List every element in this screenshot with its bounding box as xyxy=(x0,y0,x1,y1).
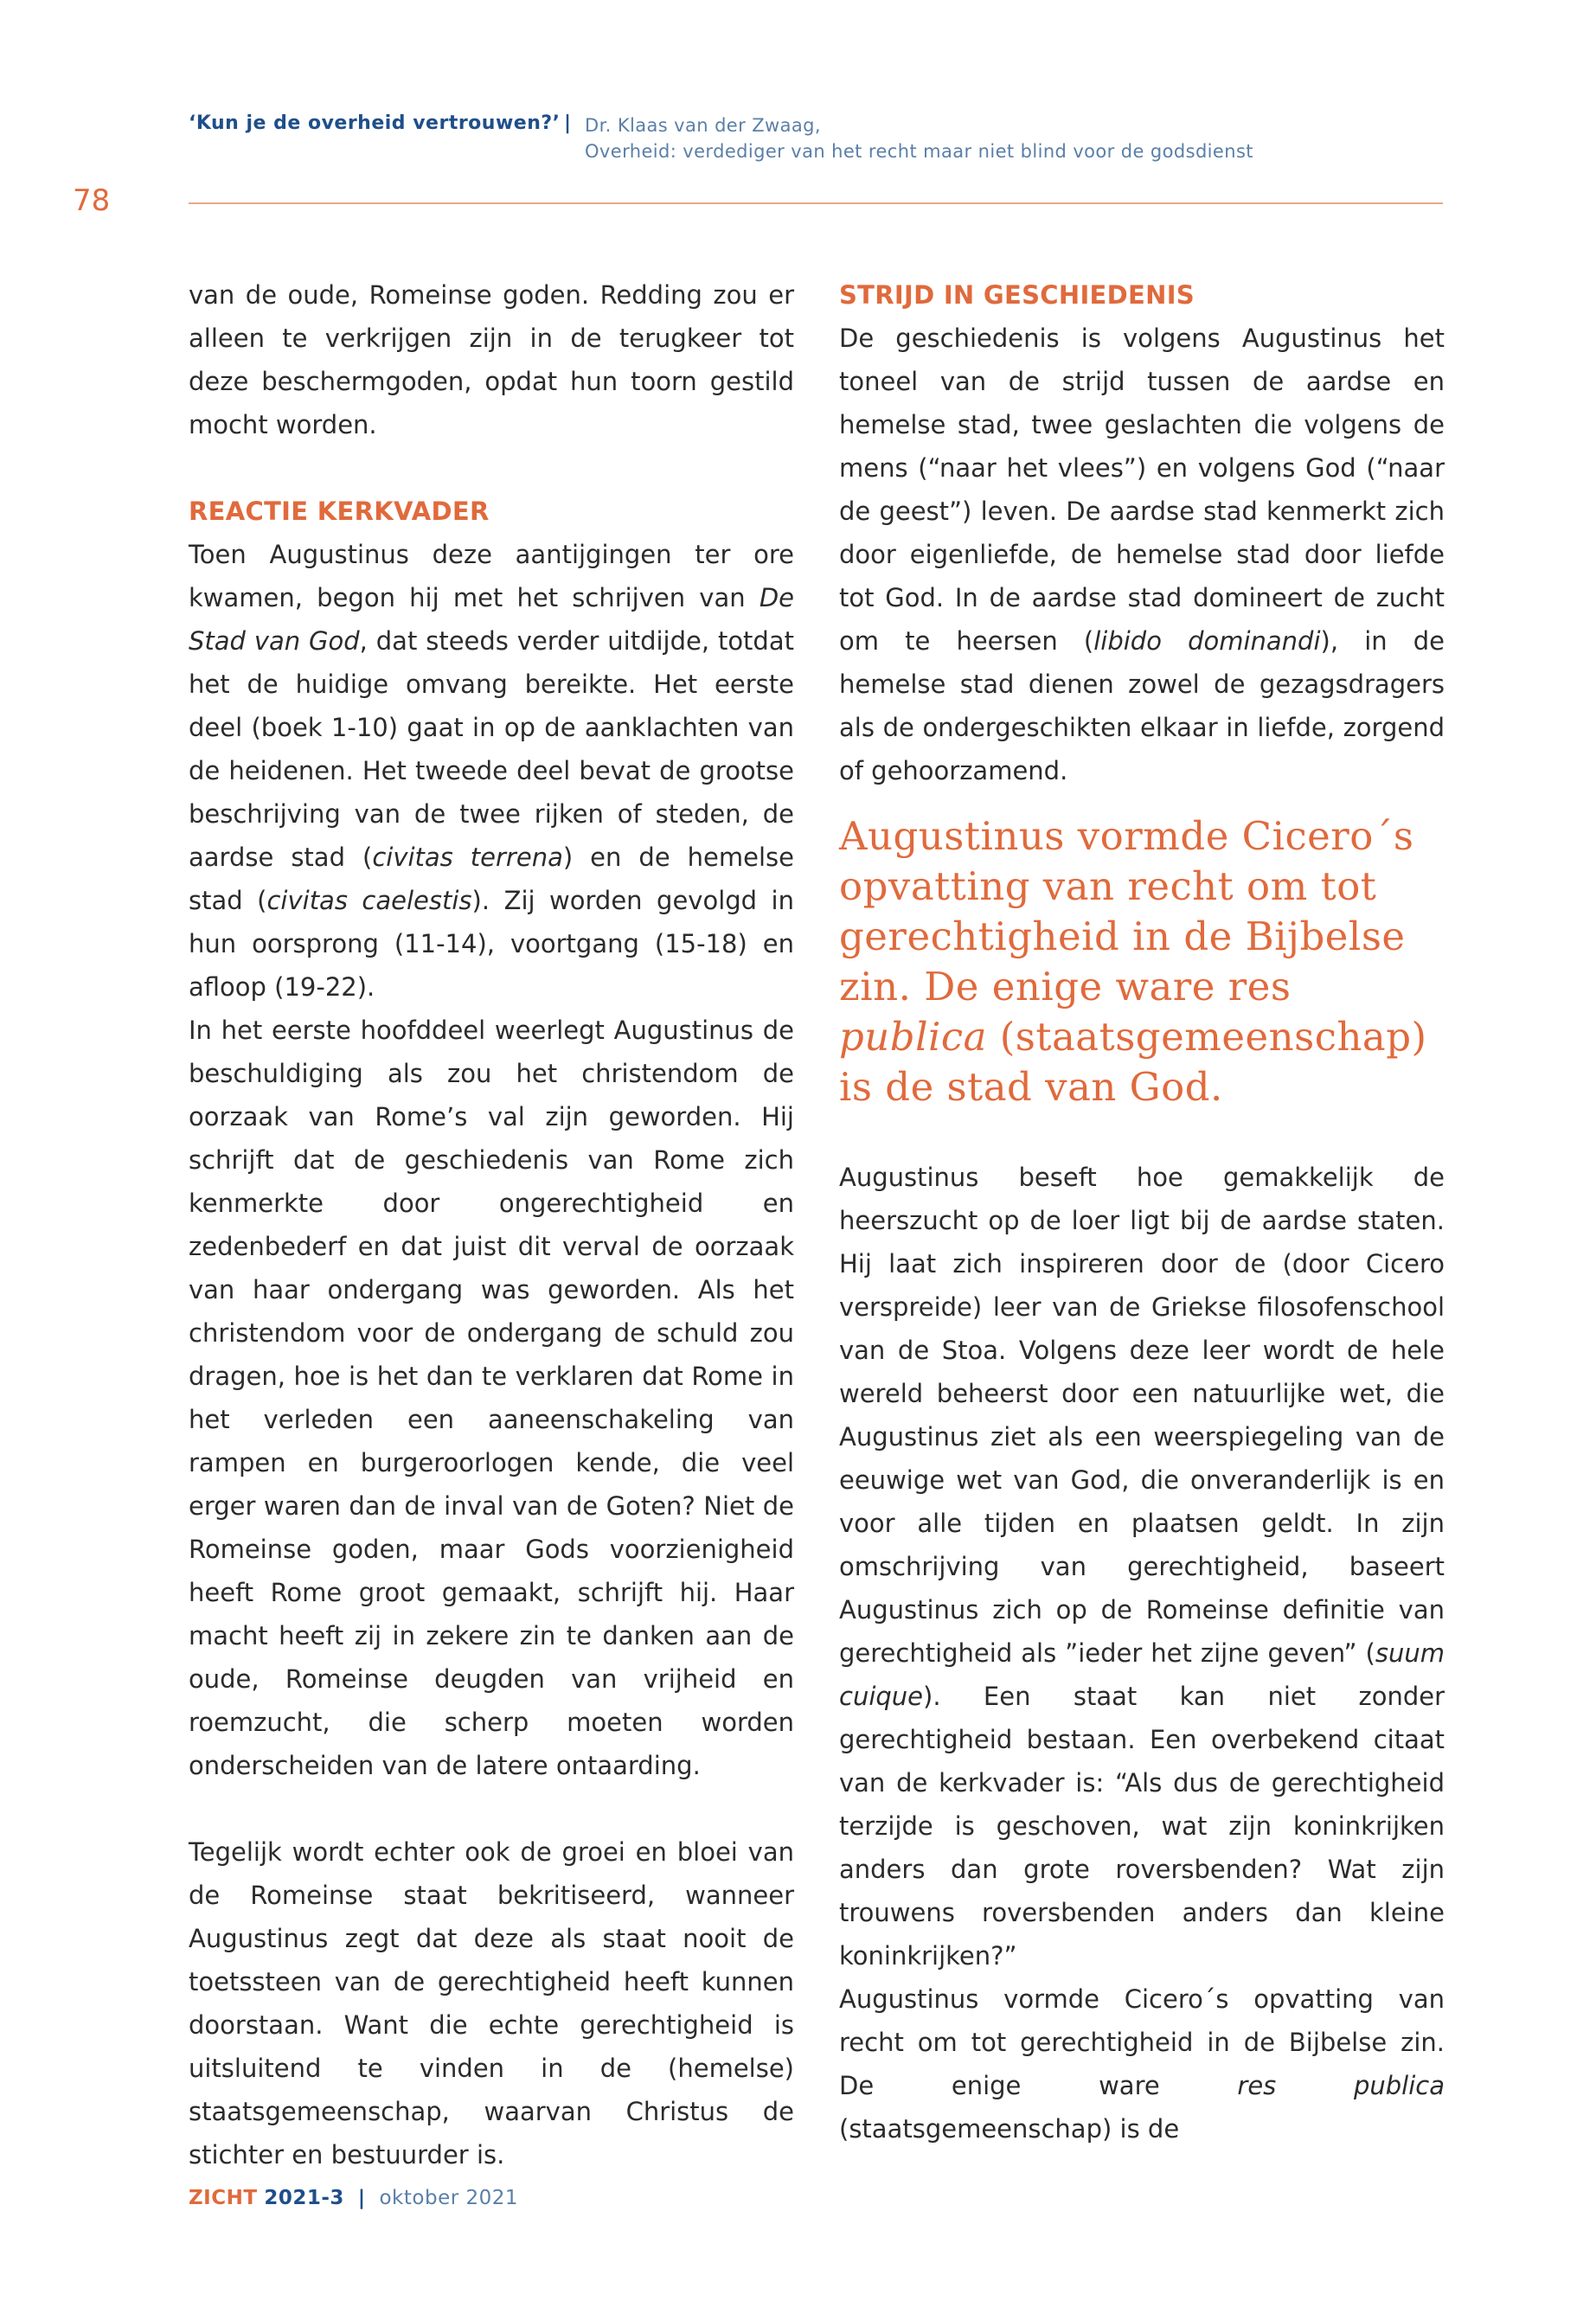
running-author xyxy=(585,112,1253,164)
author-line-1: Dr. Klaas van der Zwaag, xyxy=(585,115,821,136)
page-number: 78 xyxy=(73,183,111,218)
paragraph: Augustinus beseft hoe gemakkelijk de heerszucht op de loer ligt bij de aardse staten. Hij laat zich inspireren door de (door Cicero verspreide) leer van de Griekse filosofenschool van de Stoa. Volgens deze leer wordt de hele wereld beheerst door een natuurlijke wet, die Augustinus ziet als een weerspiegeling van de eeuwige wet van God, die onveranderlijk is en voor alle tijden en plaatsen geldt. In zijn omschrijving van gerechtigheid, baseert Augustinus zich op de Romeinse definitie van gerechtigheid als ”ieder het zijne geven” (suum cuique). Een staat kan niet zonder gerechtigheid bestaan. Een overbekend citaat van de kerkvader is: “Als dus de gerechtigheid terzijde is geschoven, wat zijn koninkrijken anders dan grote roversbenden? Wat zijn trouwens roversbenden anders dan kleine koninkrijken?” xyxy=(839,1163,1445,1971)
issue-number: 2021-3 xyxy=(264,2187,344,2209)
left-column xyxy=(189,273,794,2176)
header-separator: | xyxy=(564,112,572,134)
pull-quote: Augustinus vormde Cicero´s opvatting van recht om tot gerechtigheid in de Bijbelse zin. De enige ware res publica (staatsgemeenschap) is de stad van God. xyxy=(839,813,1427,1110)
paragraph: Toen Augustinus deze aantijgingen ter ore kwamen, begon hij met het schrijven van De Stad van God, dat steeds verder uitdijde, totdat het de huidige omvang bereikte. Het eerste deel (boek 1-10) gaat in op de aanklachten van de heidenen. Het tweede deel bevat de grootse beschrijving van de twee rijken of steden, de aardse stad (civitas terrena) en de hemelse stad (civitas caelestis). Zij worden gevolgd in hun oorsprong (11-14), voortgang (15-18) en afloop (19-22). xyxy=(189,540,794,1002)
section-heading-reactie-kerkvader: REACTIE KERKVADER xyxy=(189,497,490,526)
paragraph: In het eerste hoofddeel weerlegt Augustinus de beschuldiging als zou het christendom de oorzaak van Rome’s val zijn geworden. Hij schrijft dat de geschiedenis van Rome zich kenmerkte door ongerechtigheid en zedenbederf en dat juist dit verval de oorzaak van haar ondergang was geworden. Als het christendom voor de ondergang de schuld zou dragen, hoe is het dan te verklaren dat Rome in het verleden een aaneenschakeling van rampen en burgeroorlogen kende, die veel erger waren dan de inval van de Goten? Niet de Romeinse goden, maar Gods voorzienigheid heeft Rome groot gemaakt, schrijft hij. Haar macht heeft zij in zekere zin te danken aan de oude, Romeinse deugden van vrijheid en roemzucht, die scherp moeten worden onderscheiden van de latere ontaarding. xyxy=(189,1016,794,1780)
paragraph: Augustinus vormde Cicero´s opvatting van recht om tot gerechtigheid in de Bijbelse zin. De enige ware res publica (staatsgemeenschap) is de xyxy=(839,1984,1445,2144)
paragraph: Tegelijk wordt echter ook de groei en bloei van de Romeinse staat bekritiseerd, wanneer Augustinus zegt dat deze als staat nooit de toetssteen van de gerechtigheid heeft kunnen doorstaan. Want die echte gerechtigheid is uitsluitend te vinden in de (hemelse) staatsgemeenschap, waarvan Christus de stichter en bestuurder is. xyxy=(189,1837,794,2170)
magazine-name: ZICHT xyxy=(189,2187,258,2209)
issue-date: oktober 2021 xyxy=(379,2187,519,2209)
footer-separator: | xyxy=(357,2187,366,2209)
header-rule xyxy=(189,202,1443,204)
paragraph: van de oude, Romeinse goden. Redding zou er alleen te verkrijgen zijn in de terugkeer tot deze beschermgoden, opdat hun toorn gestild mocht worden. xyxy=(189,280,794,439)
running-title: ‘Kun je de overheid vertrouwen?’ xyxy=(189,112,561,134)
author-line-2: Overheid: verdediger van het recht maar niet blind voor de godsdienst xyxy=(585,141,1253,162)
section-heading-strijd-in-geschiedenis: STRIJD IN GESCHIEDENIS xyxy=(839,280,1195,310)
right-column xyxy=(839,273,1445,2150)
footer xyxy=(189,2187,518,2209)
paragraph: De geschiedenis is volgens Augustinus het toneel van de strijd tussen de aardse en hemelse stad, twee geslachten die volgens de mens (“naar het vlees”) en volgens God (“naar de geest”) leven. De aardse stad kenmerkt zich door eigenliefde, de hemelse stad door liefde tot God. In de aardse stad domineert de zucht om te heersen (libido dominandi), in de hemelse stad dienen zowel de gezagsdragers als de ondergeschikten elkaar in liefde, zorgend of gehoorzamend. xyxy=(839,324,1445,785)
